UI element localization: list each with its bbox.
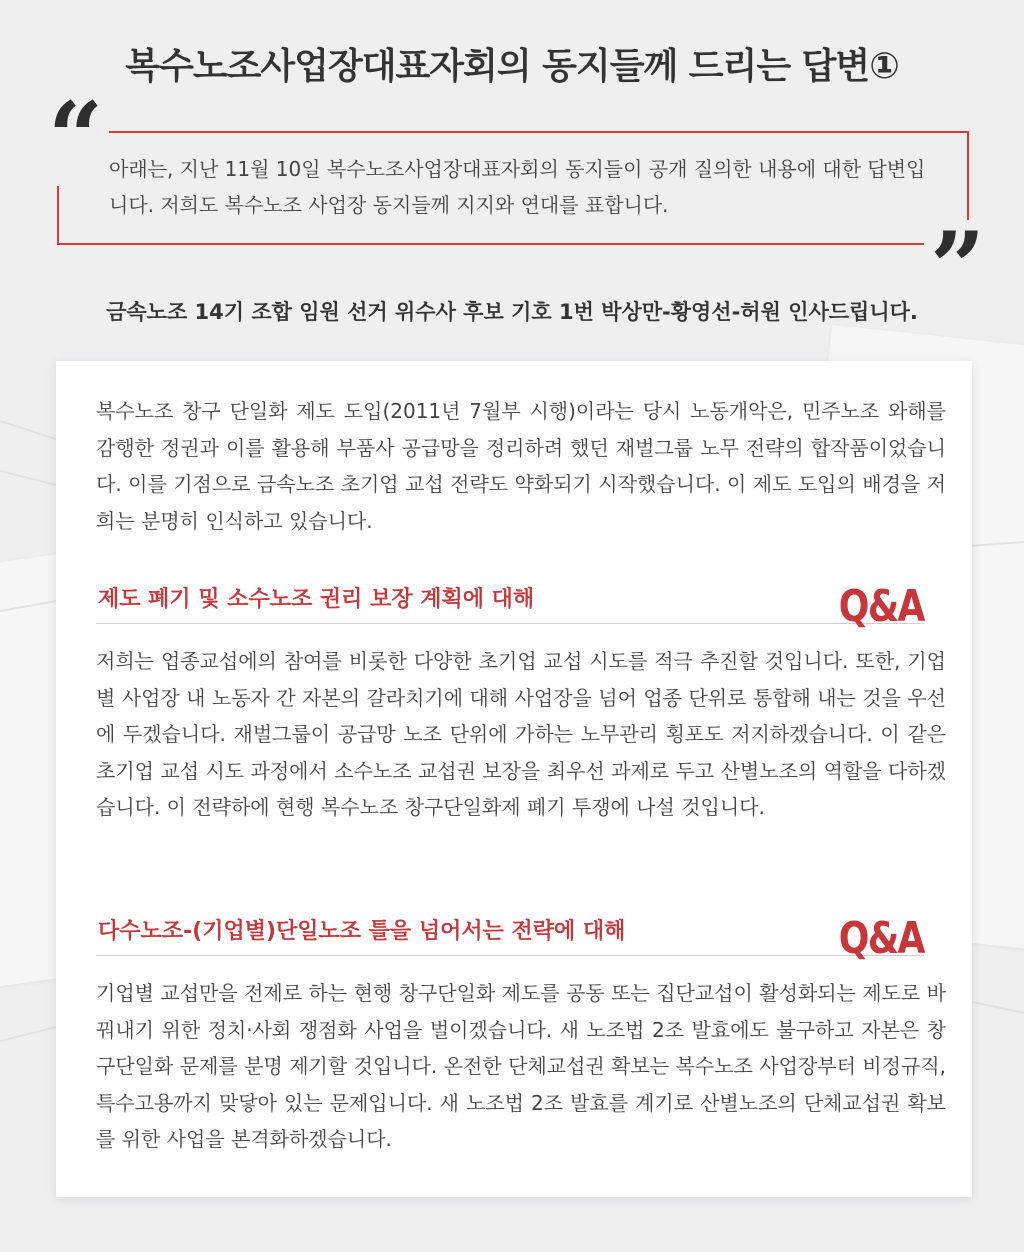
section-header-2 xyxy=(96,909,924,964)
intro-box xyxy=(57,131,969,245)
lead-paragraph: 복수노조 창구 단일화 제도 도입(2011년 7월부 시행)이라는 당시 노동개악은, 민주노조 와해를 감행한 정권과 이를 활용해 부품사 공급망을 정리하려 했던 재벌그룹 노무 전략의 합작품이었습니다. 이를 기점으로 금속노조 초기업 교섭 전략도 약화되기 시작했습니다. 이 제도 도입의 배경을 저희는 분명히 인식하고 있습니다. xyxy=(96,399,946,533)
close-quote-icon: ” xyxy=(924,220,991,316)
content-card xyxy=(56,361,972,1197)
section-body: 기업별 교섭만을 전제로 하는 현행 창구단일화 제도를 공동 또는 집단교섭이 활성화되는 제도로 바꿔내기 위한 정치·사회 쟁점화 사업을 벌이겠습니다. 새 노조법 2조 발효에도 불구하고 자본은 창구단일화 문제를 분명 제기할 것입니다. 온전한 단체교섭권 확보는 복수노조 사업장부터 비정규직, 특수고용까지 맞닿아 있는 문제입니다. 새 노조법 2조 발효를 계기로 산별노조의 단체교섭권 확보를 위한 사업을 본격화하겠습니다. xyxy=(96,981,946,1151)
qa-badge: Q&A xyxy=(838,913,924,964)
background-line xyxy=(968,1000,1024,1014)
qa-badge: Q&A xyxy=(838,581,924,632)
open-quote-icon: “ xyxy=(42,90,109,186)
section-body: 저희는 업종교섭에의 참여를 비롯한 다양한 초기업 교섭 시도를 적극 추진할 것입니다. 또한, 기업별 사업장 내 노동자 간 자본의 갈라치기에 대해 사업장을 넘어 업종 단위로 통합해 내는 것을 우선에 두겠습니다. 재벌그룹이 공급망 노조 단위에 가하는 노무관리 횡포도 저지하겠습니다. 이 같은 초기업 교섭 시도 과정에서 소수노조 교섭권 보장을 최우선 과제로 두고 산별노조의 역할을 다하겠습니다. 이 전략하에 현행 복수노조 창구단일화제 폐기 투쟁에 나설 것입니다. xyxy=(96,649,946,819)
greeting-subtitle: 금속노조 14기 조합 임원 선거 위수사 후보 기호 1번 박상만-황영선-허원 인사드립니다. xyxy=(106,300,918,324)
section-title: 다수노조-(기업별)단일노조 틀을 넘어서는 전략에 대해 xyxy=(98,919,626,944)
section-header-1 xyxy=(96,577,924,632)
intro-text: 아래는, 지난 11월 10일 복수노조사업장대표자회의 동지들이 공개 질의한 내용에 대한 답변입니다. 저희도 복수노조 사업장 동지들께 지지와 연대를 표합니다. xyxy=(109,157,926,217)
section-title: 제도 폐기 및 소수노조 권리 보장 계획에 대해 xyxy=(98,587,535,612)
page-title: 복수노조사업장대표자회의 동지들께 드리는 답변① xyxy=(125,46,899,87)
